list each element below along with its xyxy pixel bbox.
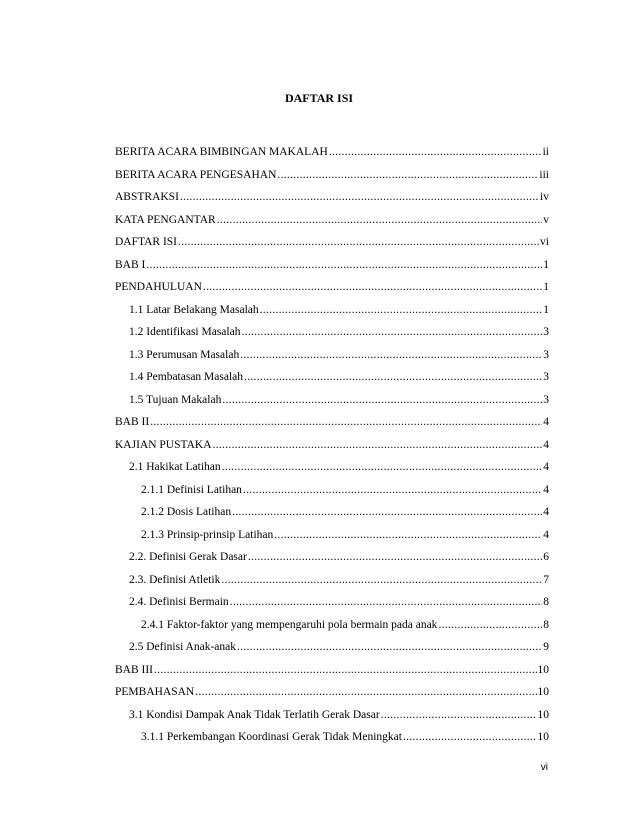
- page-title: DAFTAR ISI: [284, 91, 354, 105]
- toc-entry: [115, 145, 549, 168]
- toc-entry-page: 6: [543, 551, 549, 563]
- toc-entry: [115, 303, 549, 326]
- toc-entry-page: 8: [543, 596, 549, 608]
- toc-entry-label: BAB I: [115, 258, 146, 271]
- toc-entry-page: 10: [537, 708, 549, 721]
- toc-entry-label: 3.1.1 Perkembangan Koordinasi Gerak Tidak Meningkat: [141, 731, 402, 743]
- toc-dot-leader: [203, 280, 542, 294]
- toc-dot-leader: [237, 640, 542, 654]
- toc-entry: [115, 595, 549, 618]
- toc-entry-page: vi: [540, 236, 549, 248]
- toc-dot-leader: [154, 663, 536, 677]
- toc-entry-label: BERITA ACARA PENGESAHAN: [115, 168, 277, 181]
- toc-dot-leader: [403, 730, 537, 744]
- toc-dot-leader: [195, 685, 536, 699]
- toc-entry: [115, 618, 549, 641]
- toc-entry-page: 8: [543, 618, 549, 631]
- toc-entry-page: 1: [543, 281, 549, 293]
- toc-entry: [115, 213, 549, 236]
- toc-entry-label: 2.5 Definisi Anak-anak: [129, 641, 236, 653]
- toc-dot-leader: [222, 393, 542, 407]
- toc-entry: [115, 370, 549, 393]
- toc-entry-page: 10: [537, 663, 549, 676]
- toc-entry-label: 2.1.3 Prinsip-prinsip Latihan: [141, 528, 274, 541]
- toc-dot-leader: [213, 438, 543, 452]
- toc-dot-leader: [180, 190, 539, 204]
- toc-entry-page: 10: [537, 686, 549, 698]
- toc-entry: [115, 663, 549, 686]
- toc-entry-page: 4: [543, 438, 549, 451]
- toc-dot-leader: [260, 303, 543, 317]
- toc-entry-label: 2.4.1 Faktor-faktor yang mempengaruhi pola bermain pada anak: [141, 618, 438, 631]
- toc-entry: [115, 460, 549, 483]
- toc-entry-label: BAB III: [115, 663, 154, 676]
- toc-entry: [115, 235, 549, 258]
- toc-entry: [115, 528, 549, 551]
- toc-entry-page: 4: [543, 483, 549, 496]
- toc-entry: [115, 393, 549, 416]
- toc-entry-page: 4: [543, 528, 549, 541]
- toc-entry-label: KATA PENGANTAR: [115, 213, 216, 226]
- toc-entry-page: 3: [543, 326, 549, 338]
- toc-entry-label: 1.3 Perumusan Masalah: [129, 348, 240, 361]
- toc-dot-leader: [240, 348, 542, 362]
- toc-dot-leader: [277, 168, 538, 182]
- toc-entry-page: 4: [543, 416, 549, 428]
- toc-entry-label: BAB II: [115, 416, 150, 428]
- toc-dot-leader: [381, 708, 537, 722]
- toc-entry-page: iii: [539, 168, 549, 181]
- toc-dot-leader: [222, 460, 543, 474]
- toc-entry: [115, 573, 549, 596]
- toc-entry-page: 1: [543, 303, 549, 316]
- toc-dot-leader: [146, 258, 542, 272]
- toc-entry: [115, 415, 549, 438]
- toc-entry-page: 4: [543, 506, 549, 518]
- toc-entry-label: 2.3. Definisi Atletik: [129, 573, 221, 586]
- toc-dot-leader: [150, 415, 542, 429]
- toc-entry: [115, 168, 549, 191]
- toc-entry-label: PEMBAHASAN: [115, 686, 195, 698]
- toc-entry-label: ABSTRAKSI: [115, 191, 179, 203]
- toc-dot-leader: [274, 528, 542, 542]
- toc-entry-label: 1.4 Pembatasan Masalah: [129, 371, 244, 383]
- toc-dot-leader: [248, 550, 542, 564]
- toc-entry-label: 1.5 Tujuan Makalah: [129, 393, 222, 406]
- toc-entry-label: 1.1 Latar Belakang Masalah: [129, 303, 259, 316]
- toc-entry: [115, 280, 549, 303]
- toc-entry-label: KAJIAN PUSTAKA: [115, 438, 212, 451]
- toc-dot-leader: [221, 573, 542, 587]
- toc-entry-page: 1: [543, 258, 549, 271]
- toc-dot-leader: [243, 483, 542, 497]
- toc-entry-page: ii: [542, 146, 549, 158]
- toc-entry: [115, 550, 549, 573]
- toc-dot-leader: [217, 213, 543, 227]
- toc-entry-page: iv: [540, 191, 549, 203]
- toc-dot-leader: [329, 145, 542, 159]
- toc-entry-label: 3.1 Kondisi Dampak Anak Tidak Terlatih Gerak Dasar: [129, 708, 380, 721]
- toc-entry-page: 9: [543, 641, 549, 653]
- toc-entry-page: 3: [543, 348, 549, 361]
- toc-entry-page: 7: [543, 573, 549, 586]
- toc-dot-leader: [241, 325, 542, 339]
- toc-entry: [115, 438, 549, 461]
- toc-entry-label: 2.1.2 Dosis Latihan: [141, 506, 232, 518]
- toc-entry-label: PENDAHULUAN: [115, 281, 202, 293]
- toc-entry-label: 2.1.1 Definisi Latihan: [141, 483, 242, 496]
- toc-entry: [115, 483, 549, 506]
- toc-entry-page: 10: [537, 731, 549, 743]
- toc-entry-page: v: [543, 213, 549, 226]
- toc-entry-page: 4: [543, 461, 549, 473]
- toc-entry-label: 2.4. Definisi Bermain: [129, 596, 229, 608]
- table-of-contents: [115, 145, 549, 753]
- toc-entry: [115, 325, 549, 348]
- toc-entry-label: 1.2 Identifikasi Masalah: [129, 326, 241, 338]
- toc-entry-label: DAFTAR ISI: [115, 236, 178, 248]
- toc-entry: [115, 685, 549, 708]
- toc-entry-label: 2.2. Definisi Gerak Dasar: [129, 551, 247, 563]
- toc-dot-leader: [178, 235, 539, 249]
- toc-entry: [115, 640, 549, 663]
- toc-entry: [115, 730, 549, 753]
- toc-entry-label: 2.1 Hakikat Latihan: [129, 461, 221, 473]
- toc-dot-leader: [230, 595, 543, 609]
- toc-entry-page: 3: [543, 371, 549, 383]
- toc-entry-page: 3: [543, 393, 549, 406]
- toc-entry: [115, 708, 549, 731]
- toc-entry: [115, 190, 549, 213]
- toc-entry: [115, 348, 549, 371]
- toc-entry: [115, 258, 549, 281]
- toc-dot-leader: [232, 505, 542, 519]
- toc-entry: [115, 505, 549, 528]
- toc-dot-leader: [244, 370, 542, 384]
- toc-dot-leader: [438, 618, 542, 632]
- toc-entry-label: BERITA ACARA BIMBINGAN MAKALAH: [115, 146, 328, 158]
- page-number: vi: [540, 762, 548, 773]
